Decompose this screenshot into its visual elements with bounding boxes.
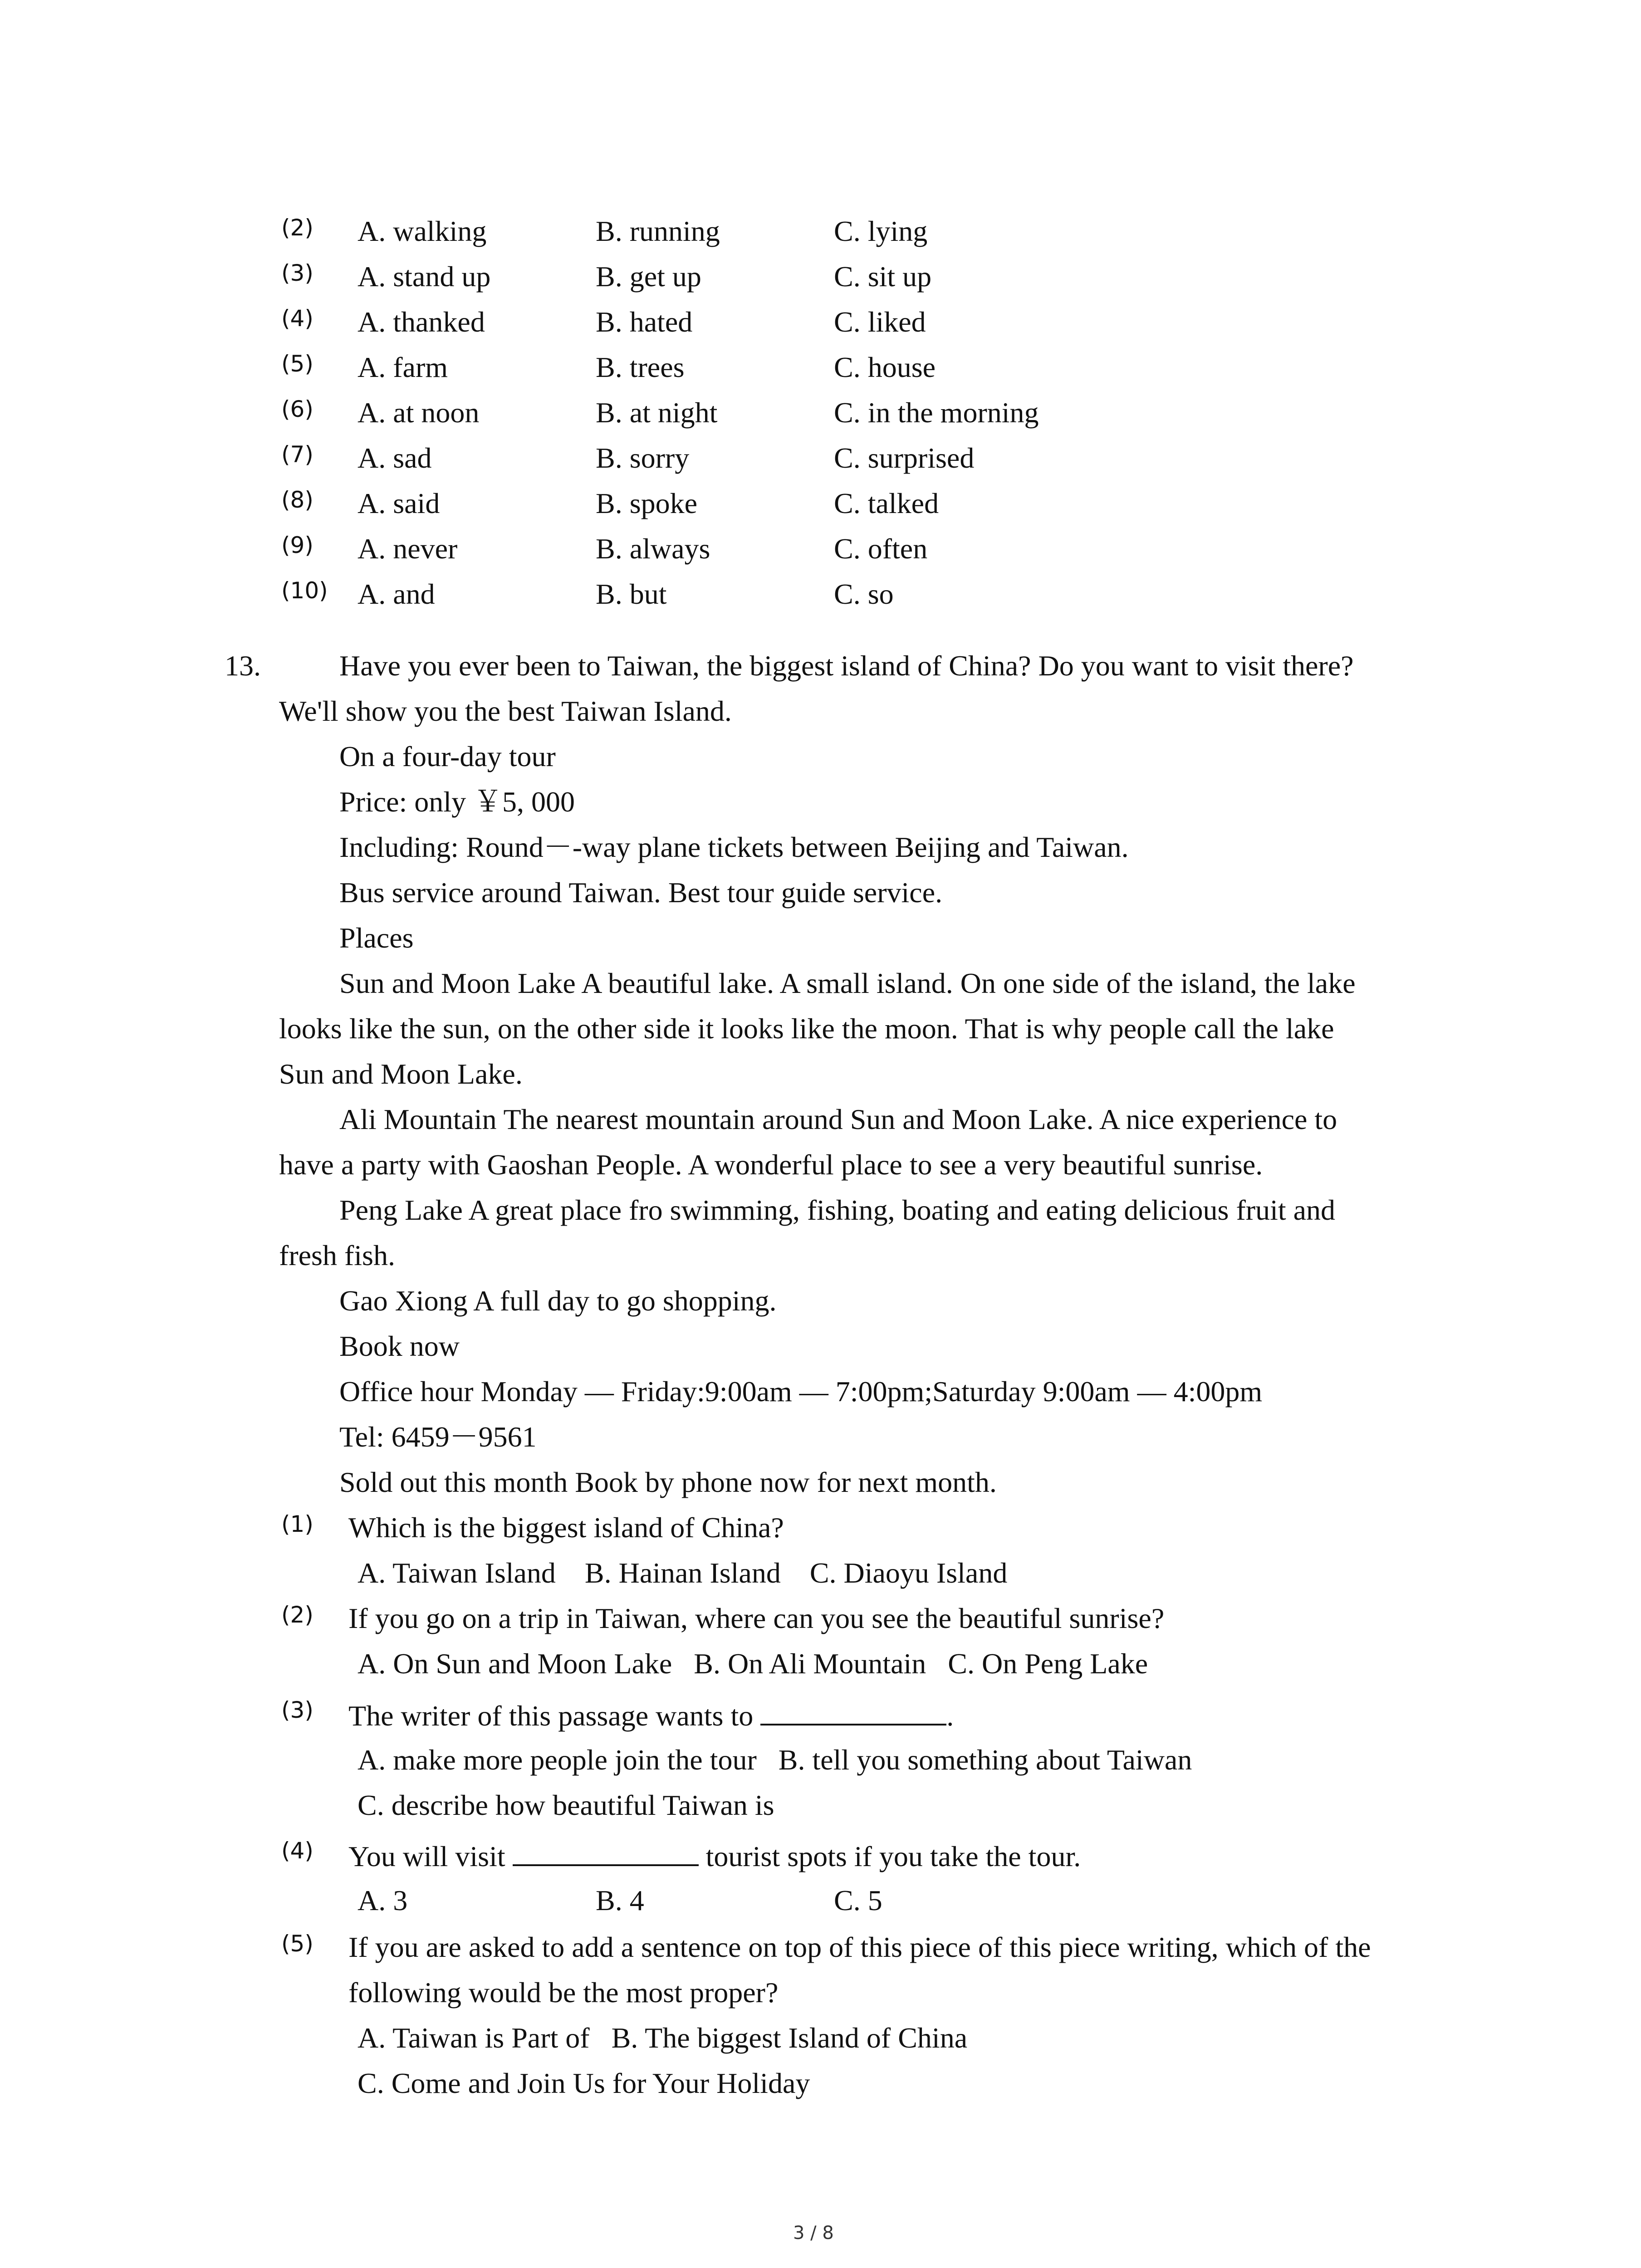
subquestion-text: Which is the biggest island of China? xyxy=(348,1511,784,1544)
option-c: C. sit up xyxy=(834,260,932,293)
subquestion-text: If you are asked to add a sentence on top of this piece of this piece writing, which of the xyxy=(348,1931,1371,1963)
option-a: A. thanked xyxy=(358,306,485,338)
passage-line: Book now xyxy=(339,1330,460,1362)
subquestion-options: A. Taiwan is Part of B. The biggest Island of China xyxy=(358,2022,968,2054)
passage-line: Gao Xiong A full day to go shopping. xyxy=(339,1285,777,1317)
option-a: A. 3 xyxy=(358,1884,408,1916)
subquestion-number: (4) xyxy=(281,1838,314,1864)
subquestion-number: (2) xyxy=(281,1602,314,1628)
question-number: 13. xyxy=(225,650,261,682)
option-row-number: (5) xyxy=(281,351,314,377)
passage-line: Sold out this month Book by phone now for next month. xyxy=(339,1466,997,1498)
passage-line: Peng Lake A great place fro swimming, fishing, boating and eating delicious fruit and xyxy=(339,1194,1336,1226)
option-b: B. get up xyxy=(596,260,701,293)
option-c: C. so xyxy=(834,578,894,610)
passage-line: Including: Round－-way plane tickets between Beijing and Taiwan. xyxy=(339,831,1129,863)
option-b: B. trees xyxy=(596,351,685,383)
answer-blank[interactable] xyxy=(513,1837,699,1866)
passage-line: Price: only ￥5, 000 xyxy=(339,786,575,818)
subquestion-number: (1) xyxy=(281,1511,314,1537)
option-row-number: (9) xyxy=(281,532,314,558)
option-a: A. stand up xyxy=(358,260,491,293)
option-a: A. never xyxy=(358,533,458,565)
option-c: C. often xyxy=(834,533,928,565)
option-a: A. sad xyxy=(358,442,432,474)
subquestion-text-before: You will visit xyxy=(348,1840,505,1872)
option-c: C. liked xyxy=(834,306,926,338)
subquestion-number: (5) xyxy=(281,1931,314,1957)
option-b: B. 4 xyxy=(596,1884,644,1916)
option-c: C. lying xyxy=(834,215,928,247)
option-b: B. running xyxy=(596,215,720,247)
option-a: A. farm xyxy=(358,351,448,383)
option-c: C. talked xyxy=(834,487,939,519)
passage-line: Sun and Moon Lake A beautiful lake. A small island. On one side of the island, the lake xyxy=(339,967,1356,999)
option-row-number: (3) xyxy=(281,260,314,286)
passage-line: Office hour Monday — Friday:9:00am — 7:00pm;Saturday 9:00am — 4:00pm xyxy=(339,1375,1263,1408)
subquestion-options: C. Come and Join Us for Your Holiday xyxy=(358,2067,810,2099)
option-b: B. sorry xyxy=(596,442,690,474)
subquestion-options: A. On Sun and Moon Lake B. On Ali Mountain C. On Peng Lake xyxy=(358,1647,1148,1680)
option-row-number: (8) xyxy=(281,487,314,513)
option-c: C. surprised xyxy=(834,442,975,474)
subquestion-text-after: . xyxy=(946,1700,954,1732)
option-a: A. at noon xyxy=(358,396,480,429)
option-a: A. and xyxy=(358,578,435,610)
option-c: C. house xyxy=(834,351,936,383)
subquestion-number: (3) xyxy=(281,1697,314,1723)
option-b: B. hated xyxy=(596,306,693,338)
option-row-number: (10) xyxy=(281,577,328,604)
passage-intro-line: We'll show you the best Taiwan Island. xyxy=(279,695,732,727)
subquestion-text: following would be the most proper? xyxy=(348,1976,779,2009)
option-row-number: (7) xyxy=(281,441,314,468)
passage-line: Ali Mountain The nearest mountain around Sun and Moon Lake. A nice experience to xyxy=(339,1103,1337,1135)
subquestion-text: If you go on a trip in Taiwan, where can you see the beautiful sunrise? xyxy=(348,1602,1165,1634)
passage-line: Tel: 6459－9561 xyxy=(339,1421,537,1453)
passage-line: looks like the sun, on the other side it looks like the moon. That is why people call the lake xyxy=(279,1012,1334,1045)
passage-line: Bus service around Taiwan. Best tour guide service. xyxy=(339,876,943,909)
option-row-number: (2) xyxy=(281,215,314,241)
answer-blank[interactable] xyxy=(760,1696,946,1725)
subquestion-text xyxy=(348,1837,1081,1875)
option-b: B. spoke xyxy=(596,487,697,519)
passage-line: Sun and Moon Lake. xyxy=(279,1058,523,1090)
subquestion-text-before: The writer of this passage wants to xyxy=(348,1700,754,1732)
subquestion-text xyxy=(348,1696,954,1734)
passage-line: have a party with Gaoshan People. A wonderful place to see a very beautiful sunrise. xyxy=(279,1149,1263,1181)
subquestion-text-after: tourist spots if you take the tour. xyxy=(705,1840,1081,1872)
option-c: C. in the morning xyxy=(834,396,1039,429)
option-b: B. always xyxy=(596,533,710,565)
passage-intro-line: Have you ever been to Taiwan, the biggest island of China? Do you want to visit there? xyxy=(339,650,1354,682)
option-a: A. said xyxy=(358,487,440,519)
option-a: A. walking xyxy=(358,215,487,247)
page-number: 3 / 8 xyxy=(793,2223,834,2244)
subquestion-options: A. Taiwan Island B. Hainan Island C. Diaoyu Island xyxy=(358,1557,1008,1589)
option-b: B. but xyxy=(596,578,667,610)
passage-heading: Places xyxy=(339,922,414,954)
option-b: B. at night xyxy=(596,396,718,429)
passage-line: fresh fish. xyxy=(279,1239,395,1271)
subquestion-options: C. describe how beautiful Taiwan is xyxy=(358,1789,774,1821)
subquestion-options: A. make more people join the tour B. tell you something about Taiwan xyxy=(358,1744,1192,1776)
option-c: C. 5 xyxy=(834,1884,882,1916)
option-row-number: (4) xyxy=(281,305,314,332)
option-row-number: (6) xyxy=(281,396,314,422)
passage-line: On a four-day tour xyxy=(339,740,556,772)
